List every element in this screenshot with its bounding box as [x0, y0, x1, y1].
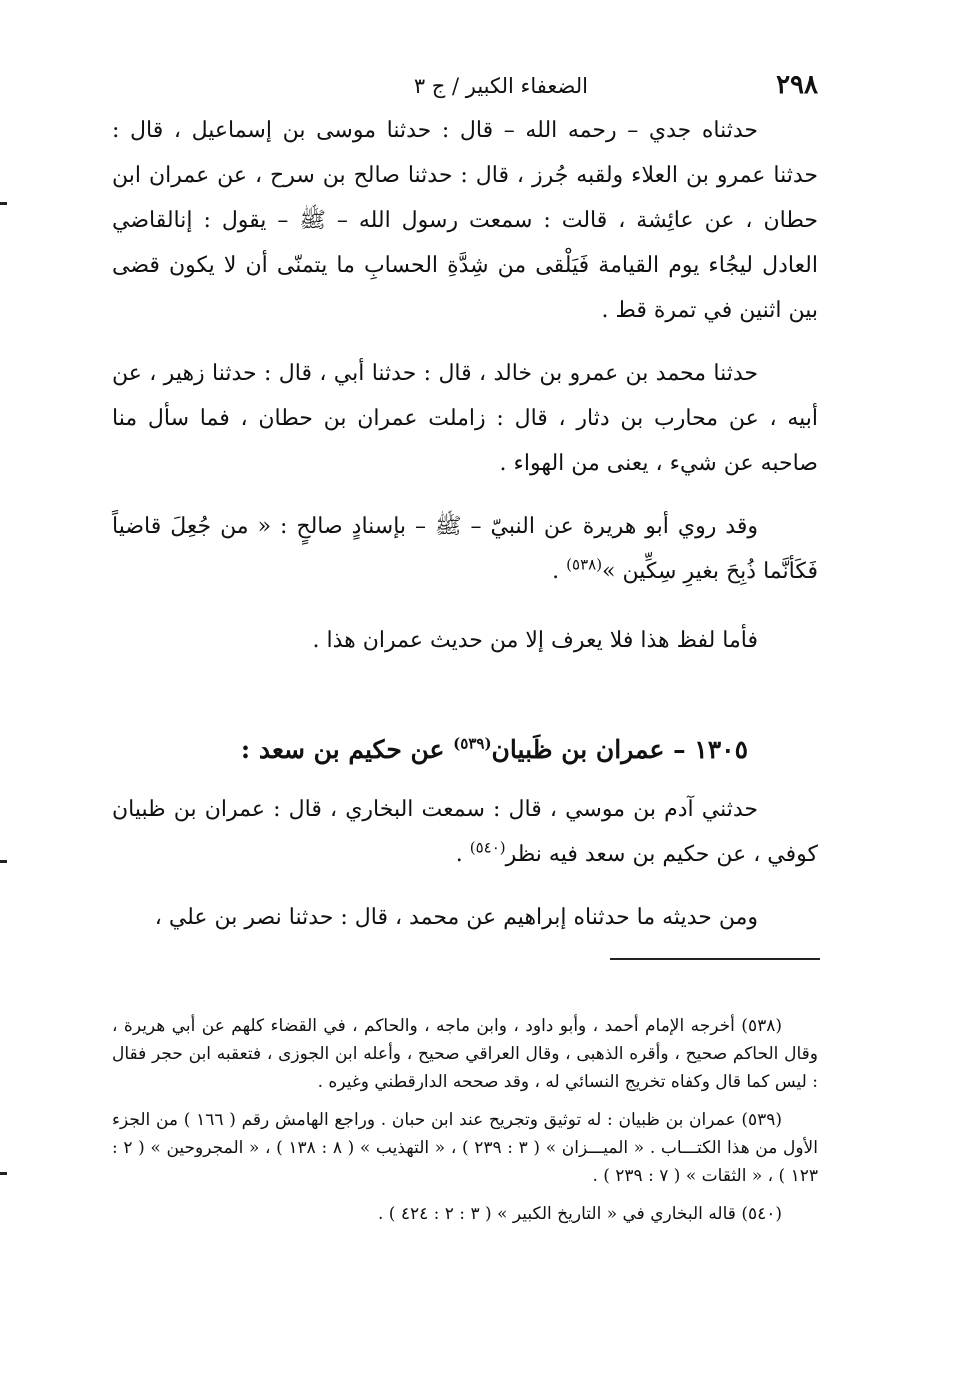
paragraph — [112, 787, 818, 877]
entry-name: – عمران بن ظَبيان — [491, 735, 695, 764]
entry-number: ١٣٠٥ — [694, 735, 748, 764]
paragraph: فأما لفظ هذا فلا يعرف إلا من حديث عمران هذا . — [312, 628, 758, 653]
footnote-ref: (٥٣٩) — [453, 734, 492, 753]
main-text — [112, 108, 818, 940]
margin-mark — [0, 202, 7, 205]
paragraph: ومن حديثه ما حدثناه إبراهيم عن محمد ، قال : حدثنا نصر بن علي ، — [154, 905, 758, 930]
paragraph: حدثناه جدي – رحمه الله – قال : حدثنا موسى بن إسماعيل ، قال : حدثنا عمرو بن العلاء ولقبه جُرز ، قال : حدثنا صالح بن سرح ، عن عمران ابن حطان ، عن عائِشة ، قالت : سمعت رسول الله – ﷺ – يقول : إنالقاضي العادل ليجُاء يوم القيامة فَيَلْقى من شِدَّةِ الحسابِ ما يتمنّى أن لا يكون قضى بين اثنين في تمرة قط . — [112, 118, 818, 323]
footnote-ref: (٥٤٠) — [469, 838, 506, 857]
paragraph — [112, 504, 818, 594]
entry-heading — [112, 727, 818, 773]
margin-mark — [0, 860, 7, 863]
margin-mark — [0, 1172, 7, 1175]
running-title: الضعفاء الكبير / ج ٣ — [413, 74, 588, 98]
paragraph-text: حدثني آدم بن موسي ، قال : سمعت البخاري ، قال : عمران بن ظبيان كوفي ، عن حكيم بن سعد فيه نظر — [112, 797, 818, 867]
page-header — [110, 70, 818, 106]
entry-rest: عن حكيم بن سعد : — [240, 735, 454, 764]
paragraph-end: . — [455, 842, 470, 867]
footnote: (٥٣٨) أخرجه الإمام أحمد ، وأبو داود ، وابن ماجه ، والحاكم ، في القضاء كلهم عن أبي هريرة ، وقال الحاكم صحيح ، وأقره الذهبى ، وقال العراقي صحيح ، وأعله ابن الجوزى ، فتعقبه ابن حجر فقال : ليس كما قال وكفاه تخريج النسائي له ، وقد صححه الدارقطني وغيره . — [112, 1016, 818, 1092]
footnote-separator — [610, 958, 820, 960]
footnotes — [112, 1012, 818, 1238]
footnote-ref: (٥٣٨) — [566, 555, 603, 574]
paragraph-end: . — [552, 559, 567, 584]
page-number: ٢٩٨ — [776, 70, 818, 100]
paragraph-text: وقد روي أبو هريرة عن النبيّ – ﷺ – بإسنادٍ صالحٍ : « من جُعِلَ قاضياً فَكَأنَّما ذُبِحَ بغيرِ سِكِّين » — [112, 514, 818, 584]
footnote: (٥٣٩) عمران بن ظبيان : له توثيق وتجريح عند ابن حبان . وراجع الهامش رقم ( ١٦٦ ) من الجزء الأول من هذا الكتـــاب . « الميـــزان » ( ٣ : ٢٣٩ ) ، « التهذيب » ( ٨ : ١٣٨ ) ، « المجروحين » ( ٢ : ١٢٣ ) ، « الثقات » ( ٧ : ٢٣٩ ) . — [112, 1110, 818, 1186]
paragraph: حدثنا محمد بن عمرو بن خالد ، قال : حدثنا أبي ، قال : حدثنا زهير ، عن أبيه ، عن محارب بن دثار ، قال : زاملت عمران بن حطان ، فما سأل منا صاحبه عن شيء ، يعنى من الهواء . — [112, 361, 818, 476]
footnote: (٥٤٠) قاله البخاري في « التاريخ الكبير » ( ٣ : ٢ : ٤٢٤ ) . — [377, 1204, 782, 1224]
